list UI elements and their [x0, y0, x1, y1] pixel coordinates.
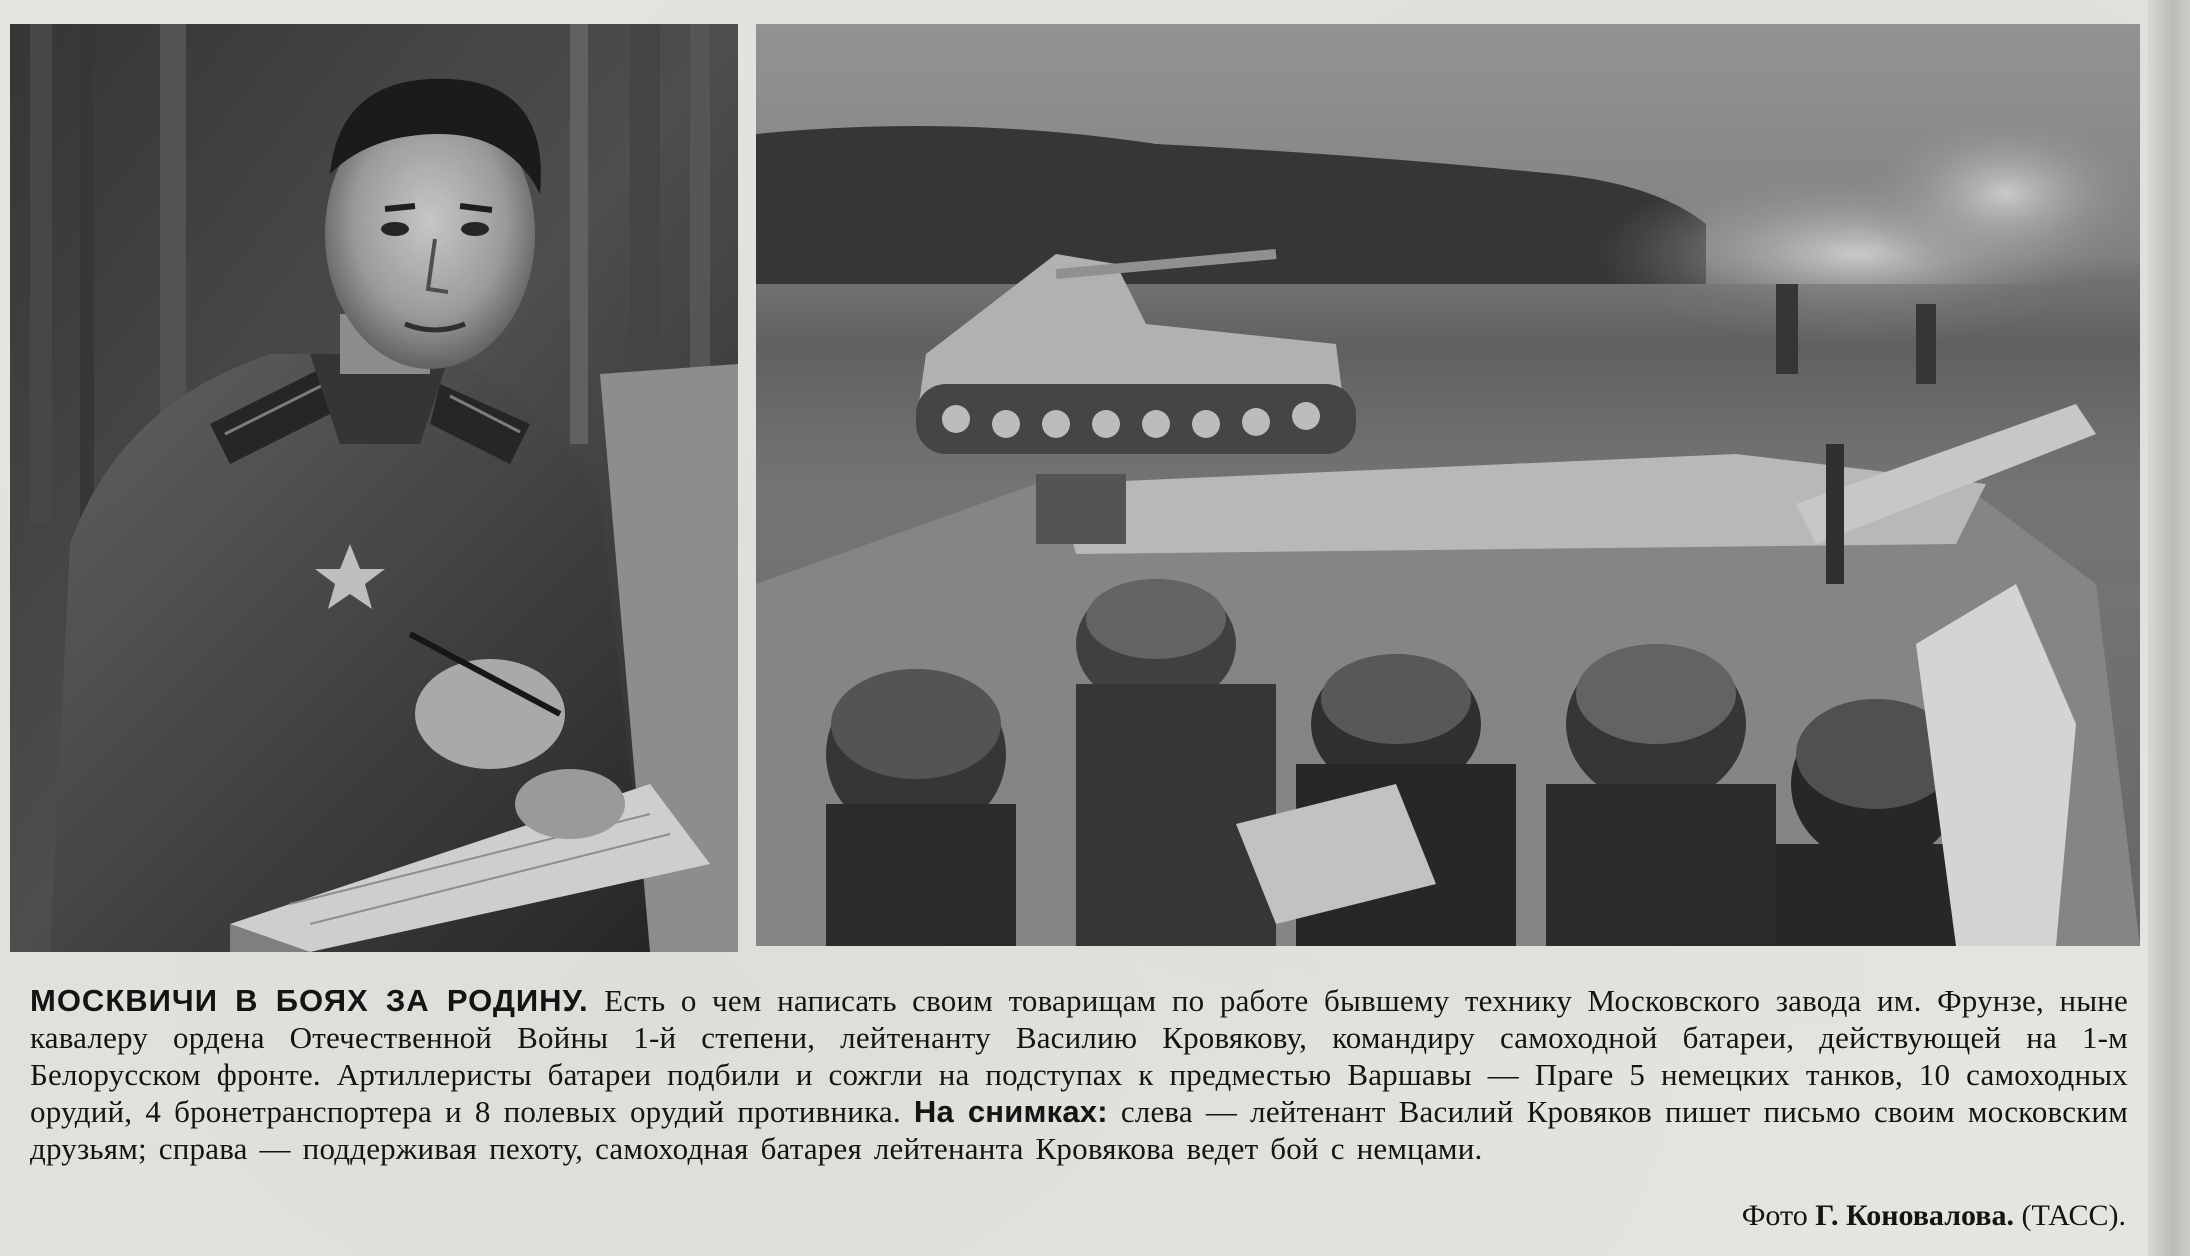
photo-caption [30, 982, 2128, 1167]
credit-agency: (ТАСС). [2021, 1199, 2126, 1232]
photo-left-officer-writing [10, 24, 738, 952]
photo-credit [1742, 1198, 2126, 1234]
officer-portrait-image [10, 24, 738, 952]
caption-body-part2: слева — лейтенант Василий Кровяков пишет письмо своим московским друзьям; справа — поддерживая пехоту, самоходная батарея лейтенанта Кровякова ведет бой с немцами. [30, 1094, 2129, 1166]
caption-photos-label: На снимках: [913, 1094, 1108, 1129]
caption-body-part1: Есть о чем написать своим товарищам по работе бывшему технику Московского завода им. Фрунзе, ныне кавалеру ордена Отечественной Войны 1-й степени, лейтенанту Василию Кровякову, командиру самоходной батареи, действующей на 1-м Белорусском фронте. Артиллеристы батареи подбили и сожгли на подступах к предместью Варшавы — Праге 5 немецких танков, 10 самоходных орудий, 4 бронетранспортера и 8 полевых орудий противника. [30, 983, 2129, 1129]
page-edge-shadow [2148, 0, 2190, 1256]
battery-combat-image [756, 24, 2140, 946]
credit-photographer: Г. Коновалова. [1815, 1199, 2014, 1232]
credit-prefix: Фото [1741, 1199, 1808, 1232]
caption-headline: МОСКВИЧИ В БОЯХ ЗА РОДИНУ. [30, 983, 589, 1018]
photo-right-battery-in-combat [756, 24, 2140, 946]
